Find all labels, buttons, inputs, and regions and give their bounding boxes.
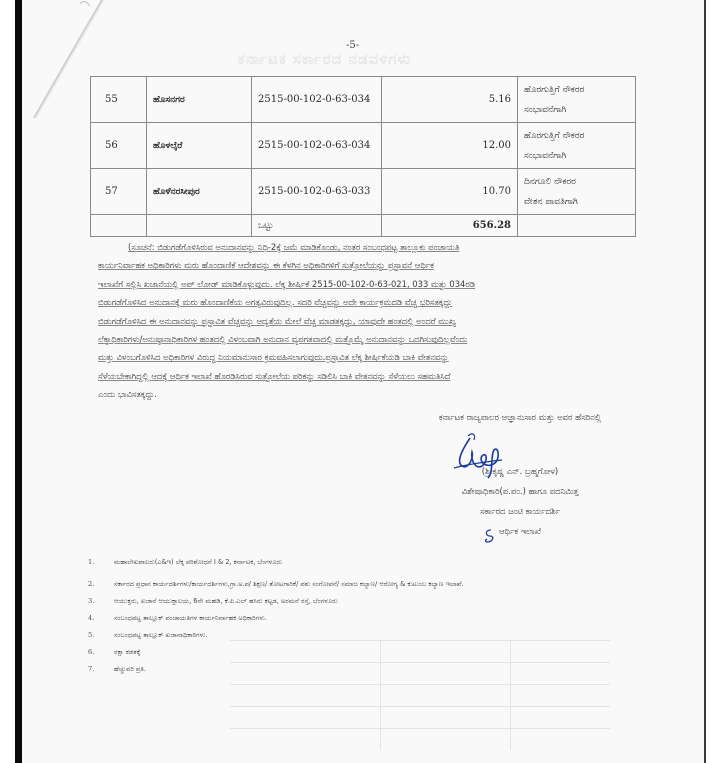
order-line: ಕರ್ನಾಟಕ ರಾಜ್ಯಪಾಲರ ಆಜ್ಞಾನುಸಾರ ಮತ್ತು ಅವರ ಹೆಸರಿನಲ್ಲಿ [438,412,602,422]
cell-purpose [518,169,636,215]
cell-taluk: ಹೊಳೆನರಸೀಪುರ [147,169,252,215]
cell-purpose [518,123,636,169]
cell-head-of-account: 2515-00-102-0-63-033 [252,169,382,215]
department-name: ಆರ್ಥಿಕ ಇಲಾಖೆ [499,526,541,536]
cell-taluk: ಹೊಳಲ್ಕೆರೆ [147,123,252,169]
cell-empty [91,215,147,237]
table-row [91,77,636,123]
recipient-item: 2. ಸರ್ಕಾರದ ಪ್ರಧಾನ ಕಾರ್ಯದರ್ಶಿಗಳು/ಕಾರ್ಯದರ್ಶಿಗಳು,ಗ್ರಾ.ಅ.ಪ/ ಶಿಕ್ಷಣ/ ತೋಟಗಾರಿಕೆ/ ಪಶು ಸಂಗೋಪನೆ/ ಸಮಾಜ ಕಲ್ಯಾಣ/ ಆರೋಗ್ಯ & ಕುಟುಂಬ ಕಲ್ಯಾಣ ಇಲಾಖೆ. [88,580,464,588]
signatory-designation-2: ಸರ್ಕಾರದ ಜಂಟಿ ಕಾರ್ಯದರ್ಶಿ [480,506,560,516]
note-line: ಇಲಾಖೆಗೆ ಸಲ್ಲಿಸಿ ಖಜಾನೆಯಲ್ಲಿ ಅಪ್ ಲೋಡ್ ಮಾಡಿಕೊಳ್ಳುವುದು. ಲೆಕ್ಕ ಶೀರ್ಷಿಕೆ 2515-00-102-0-63-021, 033 ಮತ್ತು 034ರಡಿ [98,278,476,289]
recipient-item: 5. ಸಂಬಂಧಪಟ್ಟ ತಾಲ್ಲೂಕ್ ಖಜಾನಾಧಿಕಾರಿಗಳು. [88,631,208,639]
left-margin [0,0,15,763]
note-line: ಮತ್ತು ವಿಳಂಬಗೊಳಿಸಿದ ಅಧಿಕಾರಿಗಳ ವಿರುದ್ಧ ನಿಯಮಾನುಸಾರ ಕ್ರಮವಹಿಸಲಾಗುವುದು.ಪ್ರಸ್ತಾವಿತ ಲೆಕ್ಕ ಶೀರ್ಷಿಕೆಯಡಿ ಬಾಕಿ ವೇತನವನ್ನು [98,352,449,363]
cell-sl-no: 56 [91,123,147,169]
recipient-item: 1. ಮಹಾಲೇಖಪಾಲರು(ಎ&ಇ) ಲೆಕ್ಕ ಪರಿಶೋಧನೆ I & 2, ಕರ್ನಾಟಕ, ಬೆಂಗಳೂರು [88,558,283,566]
total-label: ಒಟ್ಟು [252,215,382,237]
purpose-line: ದಿನಗೂಲಿ ನೌಕರರ [524,176,576,187]
note-line: ಎಂದು ಭಾವಿಸತಕ್ಕದ್ದು. [98,389,157,400]
note-line: ಸೆಳೆಯಬೇಕಾಗಿದ್ದಲ್ಲಿ ಆದಕ್ಕೆ ಆರ್ಥಿಕ ಇಲಾಖೆ ಹೊರಡಿಸಿರುವ ಸುತ್ತೋಲೆಯ ಪರಿಕನ್ನು ಸಡಿಲಿಸಿ ಬಾಕಿ ವೇತನವನ್ನು ಸೆಳೆಯಲು ಸಹಮತಿಸಿದೆ [98,370,451,381]
right-margin [706,0,720,763]
cell-head-of-account: 2515-00-102-0-63-034 [252,123,382,169]
purpose-line: ವೇತನ ಪಾವತಿಗಾಗಿ [524,196,578,207]
cell-amount: 12.00 [382,123,518,169]
note-line: ಕಾರ್ಯನಿರ್ವಾಹಕ ಅಧಿಕಾರಿಗಳು ಮರು ಹೊಂದಾಣಿಕೆ ಆದೇಶವನ್ನು ಈ ಕೆಳಗಿನ ಅಧಿಕಾರಿಗಳಿಗೆ ಸುತ್ತೋಲೆಯನ್ನು ಪ್ರಸ್ತಾವನೆ ಆರ್ಥಿಕ [98,260,434,271]
signatory-designation: ವಿಶೇಷಾಧಿಕಾರಿ(ಪ.ಪಂ.) ಹಾಗೂ ಪದನಿಮಿತ್ತ [461,486,579,496]
cell-empty [518,215,636,237]
signature-icon [448,432,508,482]
purpose-line: ಸಂಭಾವನೆಗಾಗಿ [524,104,567,115]
table-row [91,169,636,215]
grant-table [90,76,636,237]
note-line: ಬಿಡುಗಡೆಗೊಳಿಸಿದ ಅನುದಾನಕ್ಕೆ ಮರು ಹೊಂದಾಣಿಕೆಯ ಅಗತ್ಯವಿರುವುದಿಲ್ಲ. ಸದರಿ ವೆಚ್ಚವನ್ನು ಅದೇ ಕಾರ್ಯಕ್ರಮದಡಿ ವೆಚ್ಚ ಭರಿಸತಕ್ಕದ್ದು [98,297,453,308]
cell-sl-no: 57 [91,169,147,215]
cell-sl-no: 55 [91,77,147,123]
table-row [91,123,636,169]
cell-head-of-account: 2515-00-102-0-63-034 [252,77,382,123]
signatory-name: (ಶ್ರೀಕೃಷ್ಣ ಎನ್. ಬ್ರಹ್ಮಗೋಳ) [481,466,559,476]
table-total-row [91,215,636,237]
purpose-line: ಹೊರಗುತ್ತಿಗೆ ನೌಕರರ [524,84,585,95]
note-line: (ಸೂಚನೆ: ಬಿಡುಗಡೆಗೊಳಿಸಿರುವ ಅನುದಾನವನ್ನು ನಿಧಿ-2ಕ್ಕೆ ಜಮೆ ಮಾಡಿಕೊಂಡು, ನಂತರ ಸಂಬಂಧಪಟ್ಟ ತಾಲ್ಲೂಕು ಪಂಚಾಯತಿ [128,242,460,252]
page-number: -5- [346,40,360,51]
total-amount: 656.28 [382,215,518,237]
initial-mark-icon [483,528,495,544]
scan-left-border [15,0,22,763]
recipient-item: 7. ಹೆಚ್ಚುವರಿ ಪ್ರತಿ. [88,665,147,673]
cell-amount: 5.16 [382,77,518,123]
purpose-line: ಸಂಭಾವನೆಗಾಗಿ [524,150,567,161]
cell-amount: 10.70 [382,169,518,215]
bleed-through-heading: ಕರ್ನಾಟಕ ಸರ್ಕಾರದ ನಡವಳಿಗಳು [238,50,412,68]
recipient-item: 4. ಸಂಬಂಧಪಟ್ಟ ತಾಲ್ಲೂಕ್ ಪಂಚಾಯತಿಗಳ ಕಾರ್ಯನಿರ್ವಾಹಕ ಅಧಿಕಾರಿಗಳು. [88,614,268,622]
note-paragraph [98,238,630,404]
recipient-item: 6. ರಕ್ಷಾ ಕಡತಕ್ಕೆ [88,648,141,656]
cell-taluk: ಹೊಸನಗರ [147,77,252,123]
cell-empty [147,215,252,237]
cell-purpose [518,77,636,123]
recipient-item: 3. ಆಯುಕ್ತರು, ಖಜಾನೆ ಆಯುಕ್ತಾಲಯ, 6ನೇ ಮಹಡಿ, ಕೆ.ಪಿ.ಎಲ್ ಹಸಿರು ಕಟ್ಟಡ, ಅರಮನೆ ರಸ್ತೆ, ಬೆಂಗಳೂರು [88,597,338,605]
note-line: ಬಿಡುಗಡೆಗೊಳಿಸಿದ ಈ ಅನುದಾನವನ್ನು ಪ್ರಸ್ತಾವಿತ ವೆಚ್ಚವನ್ನು ಆದ್ಯತೆಯ ಮೇಲೆ ವೆಚ್ಚ ಮಾಡತಕ್ಕದ್ದು, ಯಾವುದೇ ಹಂತದಲ್ಲಿ ಅಂದರೆ ಮುಖ್ಯ [98,315,457,326]
note-line: ಲೆಕ್ಕಾಧಿಕಾರಿಗಳು/ಅನುಷ್ಠಾನಾಧಿಕಾರಿಗಳ ಹಂತದಲ್ಲಿ ವಿಳಂಬವಾಗಿ ಅನುದಾನ ವ್ಯಪಗತವಾದಲ್ಲಿ ಮತ್ತೊಮ್ಮೆ ಅನುದಾನವನ್ನು ಒದಗಿಸುವುದಿಲ್ಲವೆಂದು [98,334,468,345]
purpose-line: ಹೊರಗುತ್ತಿಗೆ ನೌಕರರ [524,130,585,141]
